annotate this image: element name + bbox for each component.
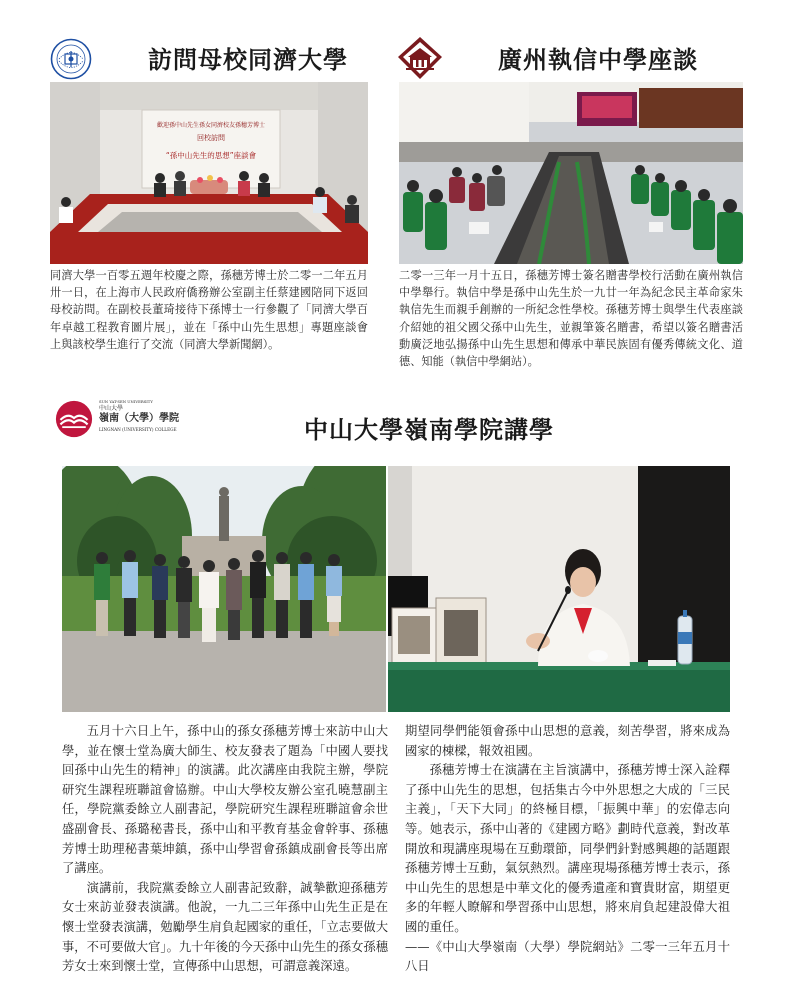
lingnan-logo-en-top: SUN YAT-SEN UNIVERSITY — [99, 399, 153, 404]
tongji-university-seal-icon — [50, 38, 92, 80]
zhixin-forum-photo — [399, 82, 743, 264]
banner-line1: 歡迎孫中山先生孫女同濟校友孫穗芳博士 — [156, 122, 266, 129]
lingnan-paragraph-4: 孫穗芳博士在演講在主旨演講中，孫穗芳博士深入詮釋了孫中山先生的思想，包括集古今中外思想之大成的「三民主義」，「天下大同」的終極目標，「振興中華」的宏偉志向等。她表示，孫中山著的《建國方略》劃時代意義，對改革開放和現講座現場在互動環節，同學們針對感興趣的話題跟孫穗芳博士互動，氣氛熱烈。講座現場孫穗芳博士表示，孫中山先生的思想是中華文化的優秀遺產和寶貴財富，期望更多的年輕人瞭解和學習孫中山思想，將來肩負起建設偉大祖國的重任。 — [405, 763, 730, 934]
lingnan-section-title: 中山大學嶺南學院講學 — [304, 416, 554, 444]
lingnan-logo-en-bottom: LINGNAN (UNIVERSITY) COLLEGE — [99, 427, 177, 432]
lingnan-group-photo — [62, 466, 386, 712]
lingnan-logo — [55, 398, 185, 440]
banner-line3: “孫中山先生的思想”座談會 — [165, 151, 257, 160]
lingnan-logo-cn-top: 中山大學 — [99, 405, 124, 412]
lingnan-source-citation: ——《中山大學嶺南（大學）學院網站》二零一三年五月十八日 — [405, 939, 730, 974]
tongji-caption: 同濟大學一百零五週年校慶之際，孫穗芳博士於二零一二年五月卅一日，在上海市人民政府僑務辦公室副主任蔡建國陪同下返回母校訪問。在副校長董琦接待下孫博士一行參觀了「同濟大學百年卓越工程教育圖片展」，並在「孫中山先生思想」專題座談會上與該校學生進行了交流（同濟大學新聞網）。 — [50, 269, 368, 351]
lingnan-paragraph-3: 期望同學們能領會孫中山思想的意義，刻苦學習，將來成為國家的棟樑，報效祖國。 — [405, 724, 730, 758]
banner-line2: 回校訪問 — [197, 134, 225, 142]
lingnan-lecture-photo — [388, 466, 730, 712]
lingnan-college-logo-icon — [55, 400, 93, 438]
zhixin-logo — [396, 35, 444, 81]
tongji-logo — [50, 38, 92, 80]
tongji-forum-photo — [50, 82, 368, 264]
lingnan-logo-cn-main: 嶺南（大學）學院 — [99, 413, 179, 424]
lingnan-article-right-column — [405, 722, 730, 977]
lingnan-paragraph-2: 演講前，我院黨委餘立人副書記致辭，誠摯歡迎孫穗芳女士來訪並發表演講。他說，一九二三年孫中山先生正是在懷士堂發表演講，勉勵學生肩負起國家的重任，「立志要做大事，不可要做大官」。九十年後的今天孫中山先生的孫女孫穗芳女士來到懷士堂，宣傳孫中山思想，可謂意義深遠。 — [62, 880, 388, 974]
tongji-section-title: 訪問母校同濟大學 — [148, 46, 348, 74]
zhixin-school-building-emblem-icon — [396, 35, 444, 81]
lingnan-article-left-column — [62, 722, 388, 977]
lingnan-paragraph-1: 五月十六日上午，孫中山的孫女孫穗芳博士來訪中山大學，並在懷士堂為廣大師生、校友發表了題為「中國人要找回孫中山先生的精神」的演講。此次講座由我院主辦，學院研究生課程班聯誼會協辦。中山大學校友辦公室孔曉慧副主任，學院黨委餘立人副書記，學院研究生課程班聯誼會余世盛副會長、孫璐秘書長，孫中山和平教育基金會幹事、孫穗芳博士助理秘書葉坤鎮，孫中山學習會孫鎮成副會長等出席了講座。 — [62, 724, 388, 876]
zhixin-section-title: 廣州執信中學座談 — [498, 46, 698, 74]
zhixin-caption: 二零一三年一月十五日，孫穗芳博士簽名贈書學校行活動在廣州執信中學舉行。執信中學是孫中山先生於一九廿一年為紀念民主革命家朱執信先生而親手創辦的一所紀念性學校。孫穗芳博士與學生代表座談介紹她的祖父國父孫中山先生，並親筆簽名贈書，希望以簽名贈書活動廣泛地弘揚孫中山先生思想和傳承中華民族固有優秀傳統文化、道德、知能（執信中學網站）。 — [399, 269, 743, 369]
